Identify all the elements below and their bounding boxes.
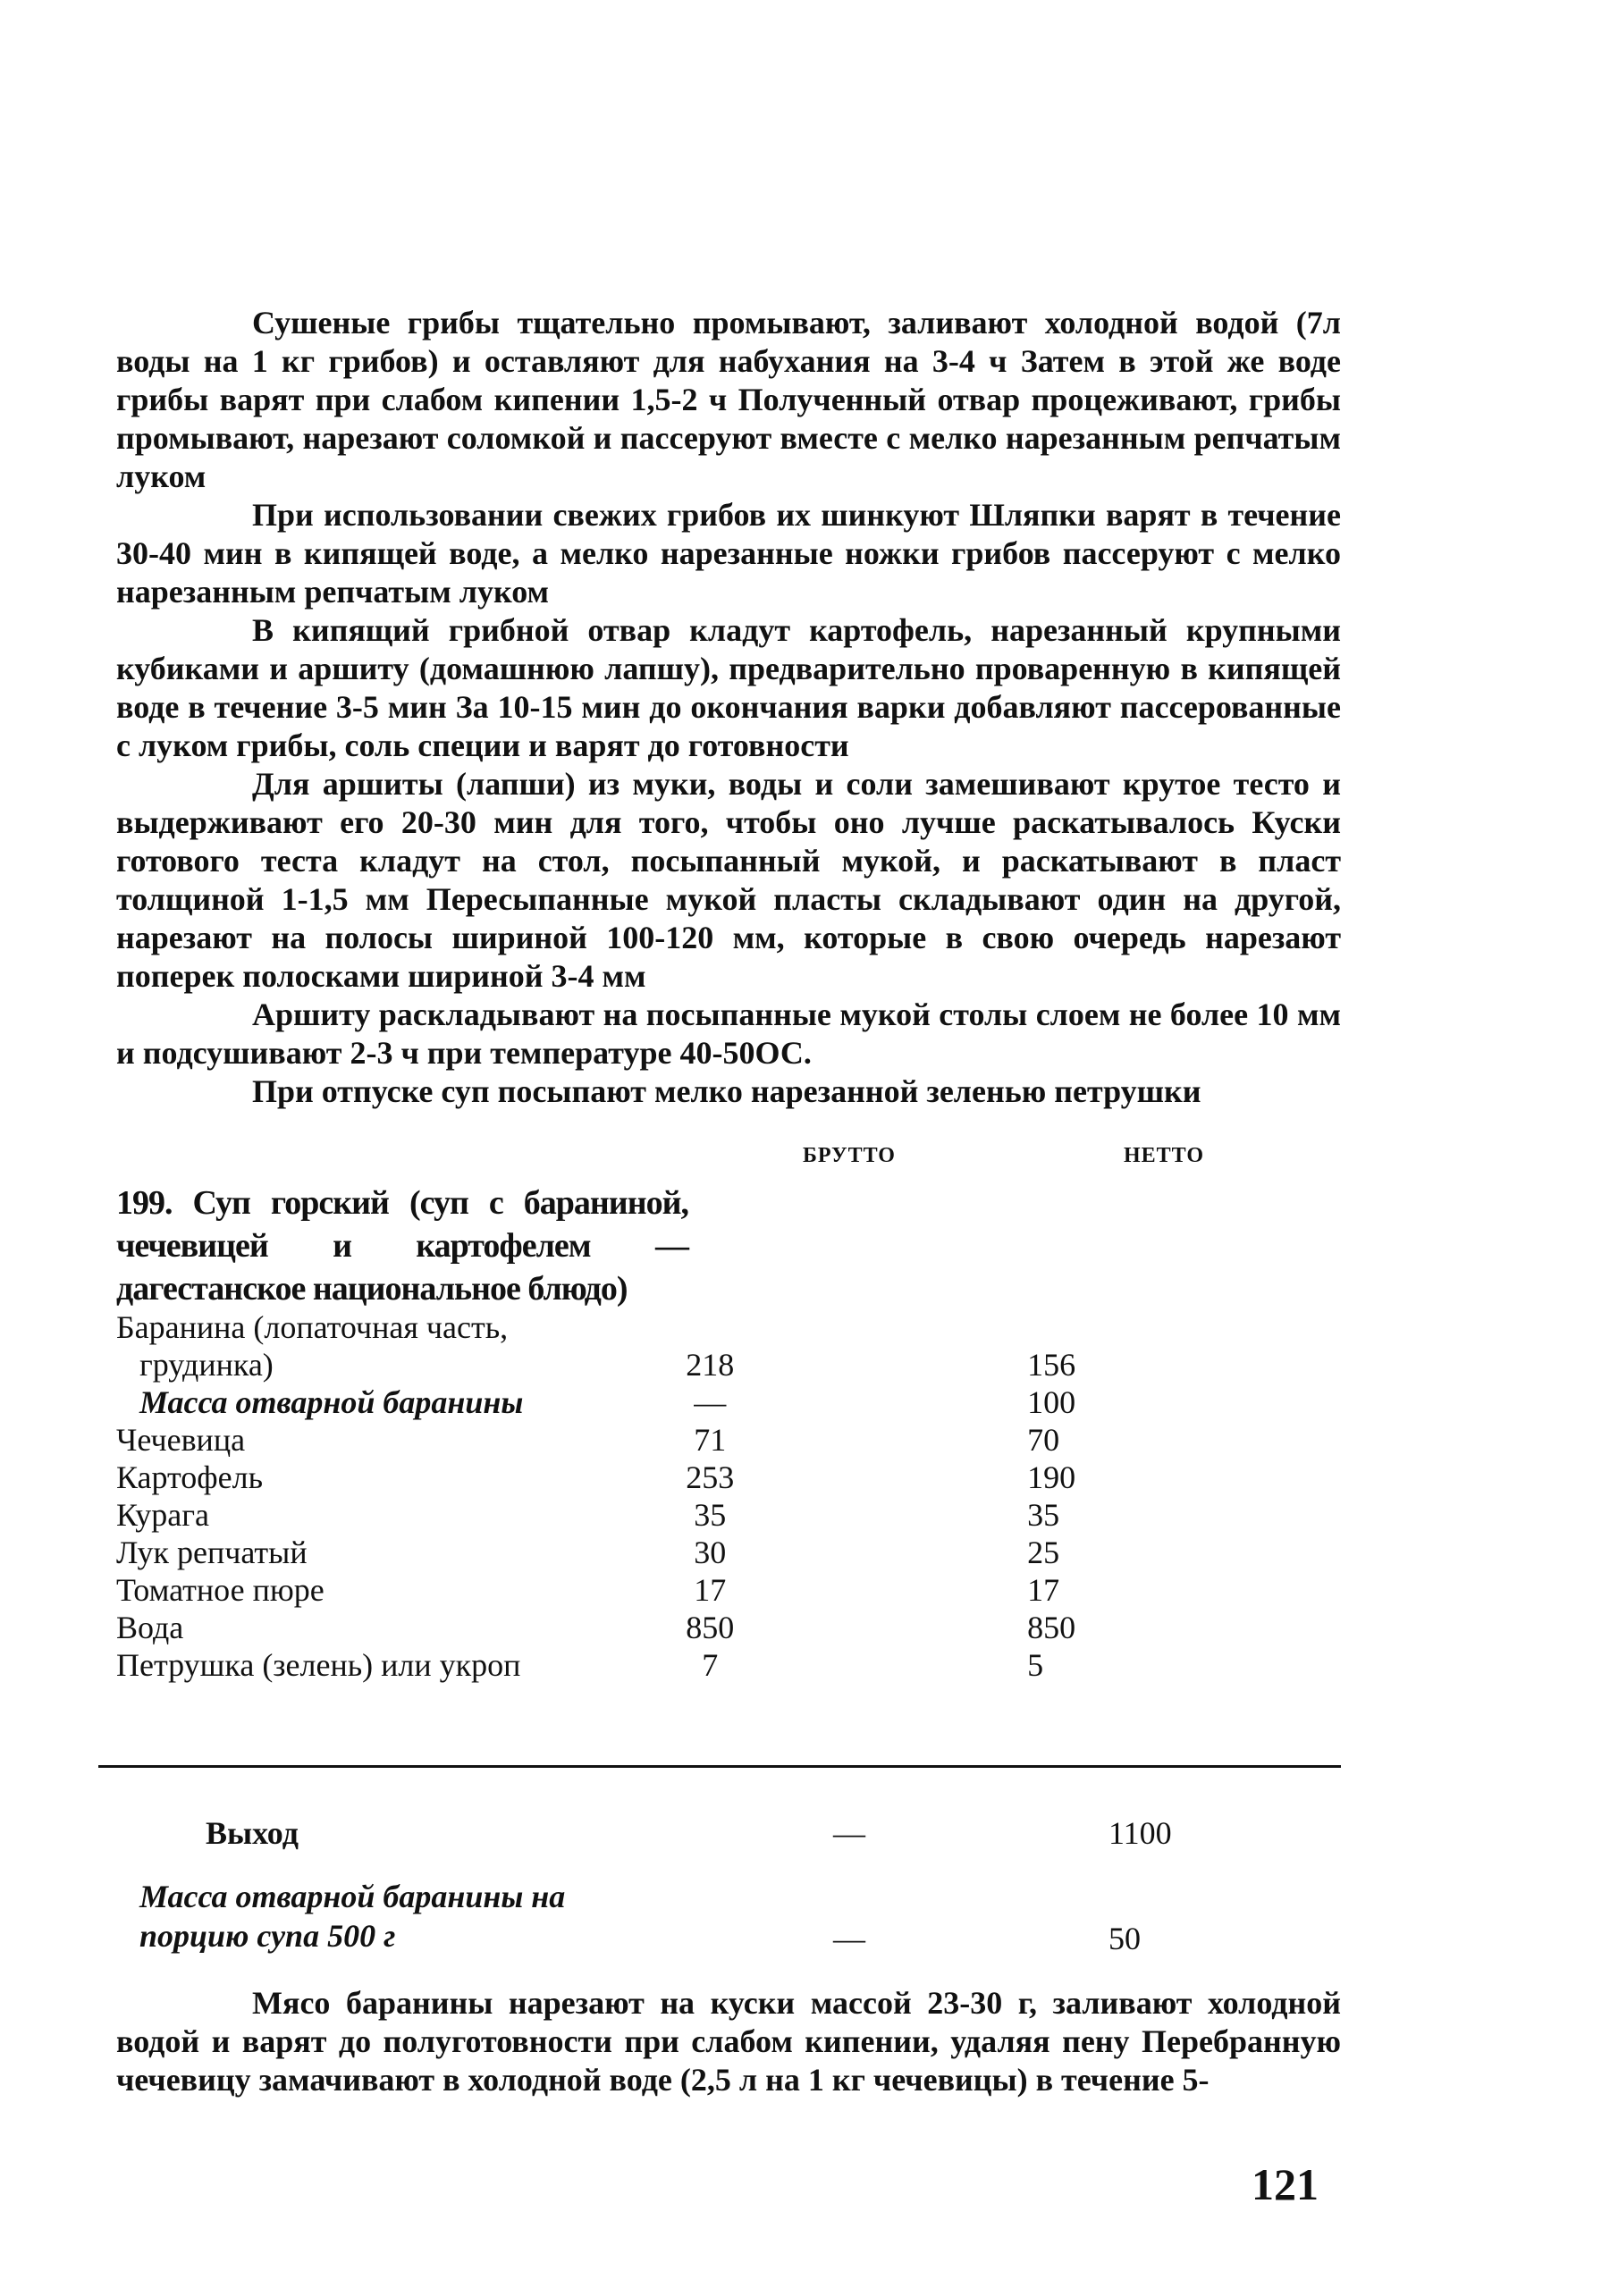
output-brutto: — [833,1815,865,1851]
ingredient-netto: 100 [1027,1384,1076,1420]
ingredient-brutto: 7 [702,1647,719,1683]
ingredient-name: Вода [116,1610,184,1645]
page-number: 121 [1252,2159,1319,2209]
ingredient-name: Картофель [116,1459,263,1495]
ingredient-brutto: 30 [694,1535,727,1570]
column-header-brutto: БРУТТО [803,1144,896,1167]
ingredient-brutto: — [694,1384,727,1420]
output-netto: 1100 [1108,1815,1172,1851]
ingredient-brutto: 35 [694,1497,727,1533]
ingredient-name: Масса отварной баранины [139,1384,524,1420]
table-row [116,1609,1341,1646]
ingredients-table [116,1308,1341,1684]
portion-netto: 50 [1108,1921,1141,1956]
paragraph-arshita-drying: Аршиту раскладывают на посыпанные мукой столы слоем не более 10 мм и подсушивают 2-3 ч при температуре 40-50ОС. [116,997,1341,1071]
ingredient-netto: 25 [1027,1535,1060,1570]
ingredient-brutto: 850 [686,1610,735,1645]
ingredient-name: грудинка) [139,1347,274,1383]
ingredient-netto: 850 [1027,1610,1076,1645]
ingredient-netto: 156 [1027,1347,1076,1383]
recipe-title: 199. Суп горский (суп с бараниной, чечевицей и картофелем — дагестанское национальное блюдо) [116,1184,688,1308]
ingredient-netto: 35 [1027,1497,1060,1533]
ingredient-brutto [652,1308,768,1346]
ingredient-name: Баранина (лопаточная часть, [116,1309,509,1345]
ingredient-netto: 17 [1027,1572,1060,1608]
ingredient-name: Курага [116,1497,210,1533]
paragraph-serving: При отпуске суп посыпают мелко нарезанной зеленью петрушки [252,1073,1201,1109]
paragraph-cooking: В кипящий грибной отвар кладут картофель, нарезанный крупными кубиками и аршиту (домашнюю лапшу), предварительно проваренную в кипящей воде в течение 3-5 мин За 10-15 мин до окончания варки добавляют пассерованные с луком грибы, соль специи и варят до готовности [116,612,1341,763]
table-row [116,1308,1341,1346]
table-row [116,1646,1341,1684]
table-row [116,1459,1341,1496]
table-row [116,1346,1341,1383]
ingredient-name: Лук репчатый [116,1535,308,1570]
paragraph-arshita-dough: Для аршиты (лапши) из муки, воды и соли замешивают крутое тесто и выдерживают его 20-30 мин для того, чтобы оно лучше раскатывалось Куски готового теста кладут на стол, посыпанный мукой, и раскатывают в пласт толщиной 1-1,5 мм Пересыпанные мукой пласты складывают один на другой, нарезают на полосы шириной 100-120 мм, которые в свою очередь нарезают поперек полосками шириной 3-4 мм [116,766,1341,994]
ingredient-netto: 70 [1027,1422,1060,1458]
paragraph-fresh-mushrooms: При использовании свежих грибов их шинкуют Шляпки варят в течение 30-40 мин в кипящей воде, а мелко нарезанные ножки грибов пассеруют с мелко нарезанным репчатым луком [116,497,1341,610]
ingredient-name: Чечевица [116,1422,246,1458]
ingredient-brutto: 71 [694,1422,727,1458]
ingredient-netto: 5 [1027,1647,1044,1683]
output-label: Выход [206,1815,299,1851]
ingredient-netto: 190 [1027,1459,1076,1495]
table-row [116,1496,1341,1534]
paragraph-dried-mushrooms: Сушеные грибы тщательно промывают, заливают холодной водой (7л воды на 1 кг грибов) и оставляют для набухания на 3-4 ч Затем в этой же воде грибы варят при слабом кипении 1,5-2 ч Полученный отвар процеживают, грибы промывают, нарезают соломкой и пассеруют вместе с мелко нарезанным репчатым луком [116,305,1341,494]
ingredient-brutto: 253 [686,1459,735,1495]
ingredient-name: Томатное пюре [116,1572,325,1608]
table-row [116,1383,1341,1421]
closing-paragraph: Мясо баранины нарезают на куски массой 23-30 г, заливают холодной водой и варят до полуготовности при слабом кипении, удаляя пену Перебранную чечевицу замачивают в холодной воде (2,5 л на 1 кг чечевицы) в течение 5- [116,1985,1341,2098]
divider-line [98,1765,1341,1768]
portion-label: Масса отварной баранины на порцию супа 500 г [139,1879,566,1954]
table-row [116,1534,1341,1571]
table-row [116,1571,1341,1609]
method-text [116,304,1341,1111]
column-header-netto: НЕТТО [1123,1144,1205,1167]
ingredient-brutto: 218 [686,1347,735,1383]
ingredient-brutto: 17 [694,1572,727,1608]
portion-brutto: — [833,1921,865,1956]
ingredient-netto [768,1308,1341,1346]
table-row [116,1421,1341,1459]
portion-row [116,1877,1341,1957]
ingredient-name: Петрушка (зелень) или укроп [116,1647,521,1683]
